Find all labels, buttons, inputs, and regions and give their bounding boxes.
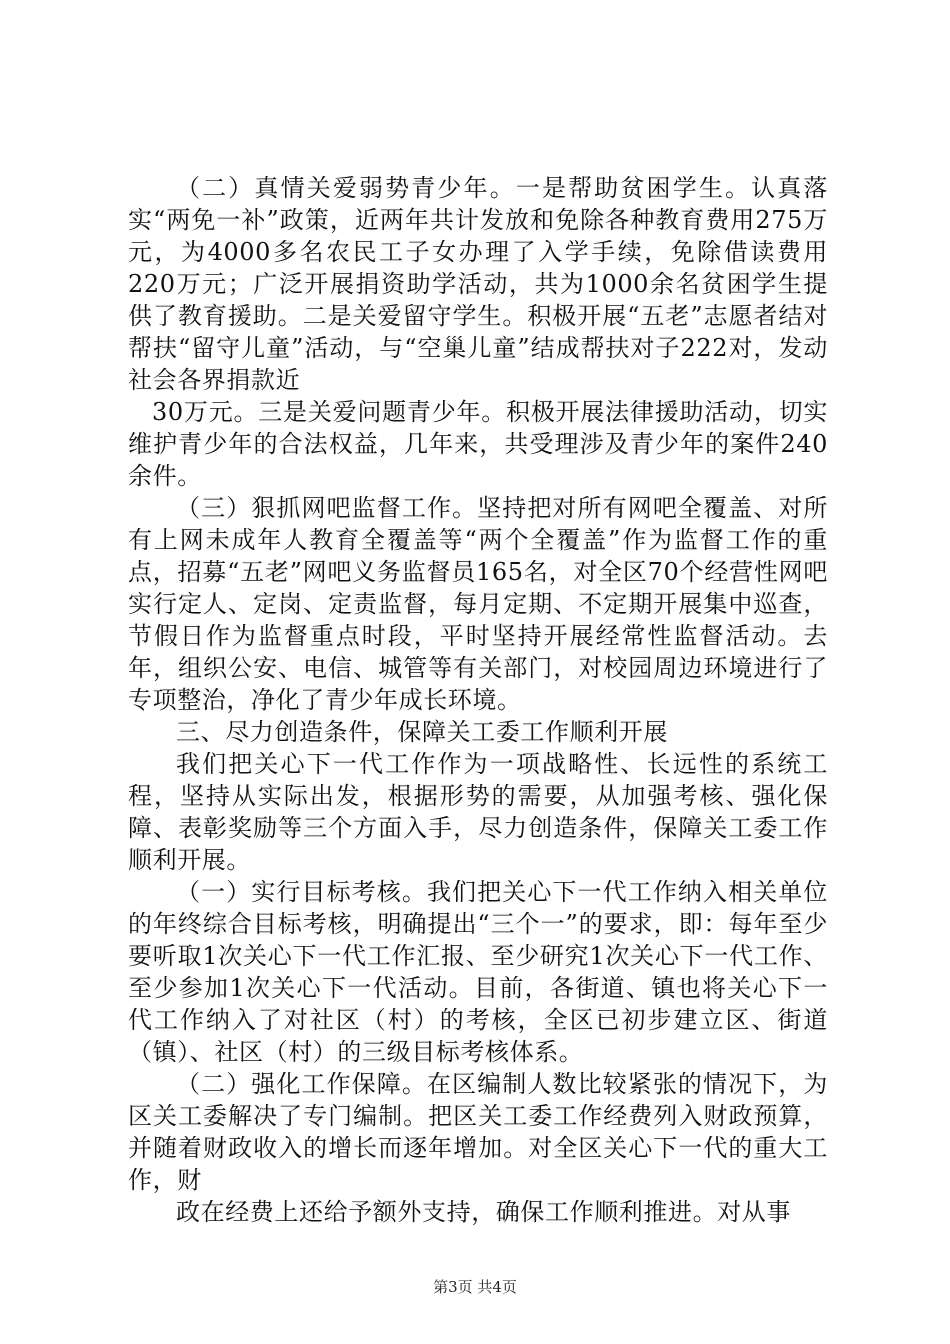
section-heading-three: 三、尽力创造条件，保障关工委工作顺利开展 (176, 718, 668, 746)
paragraph-work-guarantee: （二）强化工作保障。在区编制人数比较紧张的情况下，为区关工委解决了专门编制。把区关工委工作经费列入财政预算，并随着财政收入的增长而逐年增加。对全区关心下一代的重大工作，财 (128, 1070, 828, 1194)
paragraph-internet-cafe-supervision: （三）狠抓网吧监督工作。坚持把对所有网吧全覆盖、对所有上网未成年人教育全覆盖等“两个全覆盖”作为监督工作的重点，招募“五老”网吧义务监督员165名，对全区70个经营性网吧实行定人、定岗、定责监督，每月定期、不定期开展集中巡查，节假日作为监督重点时段，平时坚持开展经常性监督活动。去年，组织公安、电信、城管等有关部门，对校园周边环境进行了专项整治，净化了青少年成长环境。 (128, 494, 828, 714)
page-number-footer: 第3页 共4页 (433, 1278, 517, 1296)
paragraph-section-intro: 我们把关心下一代工作作为一项战略性、长远性的系统工程，坚持从实际出发，根据形势的需要，从加强考核、强化保障、表彰奖励等三个方面入手，尽力创造条件，保障关工委工作顺利开展。 (128, 750, 828, 874)
document-body (128, 172, 828, 1228)
paragraph-finance-support: 政在经费上还给予额外支持，确保工作顺利推进。对从事 (176, 1198, 791, 1226)
paragraph-care-vulnerable-youth: （二）真情关爱弱势青少年。一是帮助贫困学生。认真落实“两免一补”政策，近两年共计发放和免除各种教育费用275万元，为4000多名农民工子女办理了入学手续，免除借读费用220万元；广泛开展捐资助学活动，共为1000余名贫困学生提供了教育援助。二是关爱留守学生。积极开展“五老”志愿者结对帮扶“留守儿童”活动，与“空巢儿童”结成帮扶对子222对，发动社会各界捐款近 (128, 174, 828, 394)
paragraph-problem-youth: 30万元。三是关爱问题青少年。积极开展法律援助活动，切实维护青少年的合法权益，几年来，共受理涉及青少年的案件240余件。 (128, 398, 828, 490)
paragraph-target-assessment: （一）实行目标考核。我们把关心下一代工作纳入相关单位的年终综合目标考核，明确提出“三个一”的要求，即：每年至少要听取1次关心下一代工作汇报、至少研究1次关心下一代工作、至少参加1次关心下一代活动。目前，各街道、镇也将关心下一代工作纳入了对社区（村）的考核，全区已初步建立区、街道（镇）、社区（村）的三级目标考核体系。 (128, 878, 828, 1066)
